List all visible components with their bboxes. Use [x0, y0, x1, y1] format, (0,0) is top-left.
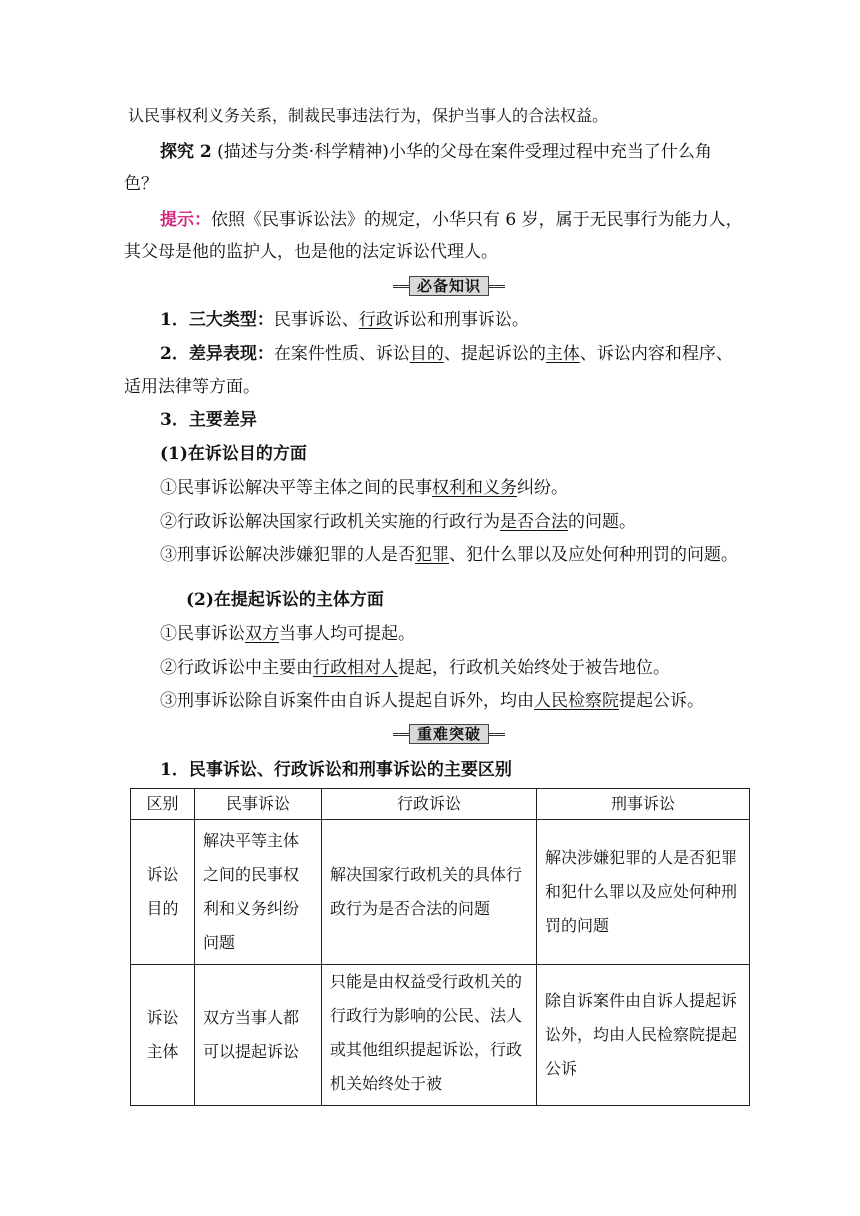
point-1 [160, 308, 529, 332]
criminal-cell: 解决涉嫌犯罪的人是否犯罪和犯什么罪以及应处何种刑罚的问题 [537, 820, 750, 965]
s1-item-1-end: 纠纷。 [517, 478, 568, 498]
s2-item-2-text: ②行政诉讼中主要由 [160, 658, 313, 678]
header-cell: 区别 [131, 789, 195, 820]
s2-item-3-text: ③刑事诉讼除自诉案件由自诉人提起自诉外，均由 [160, 691, 534, 711]
subsection-1-head: (1)在诉讼目的方面 [160, 444, 307, 464]
continued-paragraph: 认民事权利义务关系，制裁民事违法行为，保护当事人的合法权益。 [128, 106, 609, 125]
point-2-head: 2．差异表现： [160, 344, 274, 364]
s2-item-1-end: 当事人均可提起。 [279, 624, 415, 644]
hint-label: 提示： [160, 210, 211, 230]
s2-item-3 [160, 689, 704, 713]
civil-cell: 双方当事人都可以提起诉讼 [195, 965, 322, 1106]
explore-question-line-1 [160, 140, 712, 164]
s1-item-1-text: ①民事诉讼解决平等主体之间的民事 [160, 478, 432, 498]
point-2-underline-2: 主体 [545, 344, 580, 364]
hint-text: 依照《民事诉讼法》的规定，小华只有 6 岁，属于无民事行为能力人， [211, 210, 743, 230]
s2-item-2 [160, 656, 670, 680]
s1-item-3-end: 、犯什么罪以及应处何种刑罚的问题。 [449, 545, 738, 565]
explore-text: (描述与分类·科学精神)小华的父母在案件受理过程中充当了什么角 [217, 142, 712, 162]
s1-item-1 [160, 476, 568, 500]
explore-question-line-2: 色？ [124, 174, 158, 194]
point-3-head: 3．主要差异 [160, 410, 257, 430]
hint-line-2: 其父母是他的监护人，也是他的法定诉讼代理人。 [124, 242, 498, 262]
badge-rail-left [393, 733, 409, 736]
badge-rail-right [489, 733, 505, 736]
point-2-text-2: 、提起诉讼的 [443, 344, 546, 364]
explore-label: 探究 2 [160, 142, 212, 162]
s2-item-1-text: ①民事诉讼 [160, 624, 245, 644]
header-cell: 行政诉讼 [322, 789, 537, 820]
point-1-text: 民事诉讼、 [273, 310, 359, 330]
point-2-text-3: 、诉讼内容和程序、 [579, 344, 733, 364]
badge-title: 必备知识 [409, 276, 489, 296]
table-row [131, 820, 750, 965]
point-2-cont: 适用法律等方面。 [124, 377, 260, 397]
point-1-text-end: 诉讼和刑事诉讼。 [392, 310, 529, 330]
point-2-underline-1: 目的 [409, 344, 444, 364]
row-label: 诉讼主体 [131, 965, 195, 1106]
badge-title: 重难突破 [409, 724, 489, 744]
table-title: 1．民事诉讼、行政诉讼和刑事诉讼的主要区别 [160, 760, 512, 780]
header-cell: 刑事诉讼 [537, 789, 750, 820]
header-cell: 民事诉讼 [195, 789, 322, 820]
row-label: 诉讼目的 [131, 820, 195, 965]
section-badge-difficulty [393, 724, 505, 744]
s2-item-2-underline: 行政相对人 [313, 658, 398, 678]
s1-item-2-end: 的问题。 [568, 512, 636, 532]
hint-line-1 [160, 208, 743, 232]
s1-item-3-underline: 犯罪 [415, 545, 449, 565]
s1-item-3-text: ③刑事诉讼解决涉嫌犯罪的人是否 [160, 545, 415, 565]
subsection-2-head: (2)在提起诉讼的主体方面 [186, 590, 384, 610]
badge-rail-right [489, 285, 505, 288]
civil-cell: 解决平等主体之间的民事权利和义务纠纷问题 [195, 820, 322, 965]
point-1-head: 1．三大类型： [160, 310, 274, 330]
point-1-underline: 行政 [358, 310, 393, 330]
comparison-table [130, 788, 750, 1106]
s2-item-2-end: 提起，行政机关始终处于被告地位。 [398, 658, 670, 678]
point-2-text: 在案件性质、诉讼 [273, 344, 410, 364]
s2-item-3-underline: 人民检察院 [534, 691, 619, 711]
criminal-cell: 除自诉案件由自诉人提起诉讼外，均由人民检察院提起公诉 [537, 965, 750, 1106]
badge-rail-left [393, 285, 409, 288]
s1-item-2-text: ②行政诉讼解决国家行政机关实施的行政行为 [160, 512, 500, 532]
s1-item-1-underline: 权利和义务 [432, 478, 517, 498]
s1-item-3 [160, 543, 738, 567]
admin-cell: 解决国家行政机关的具体行政行为是否合法的问题 [322, 820, 537, 965]
table-row [131, 965, 750, 1106]
section-badge-knowledge [393, 276, 505, 296]
s2-item-1 [160, 622, 415, 646]
admin-cell: 只能是由权益受行政机关的行政行为影响的公民、法人或其他组织提起诉讼，行政机关始终处于被 [322, 965, 537, 1106]
s2-item-3-end: 提起公诉。 [619, 691, 704, 711]
s1-item-2-underline: 是否合法 [500, 512, 568, 532]
s1-item-2 [160, 510, 636, 534]
point-2 [160, 342, 733, 366]
table-header-row [131, 789, 750, 820]
s2-item-1-underline: 双方 [245, 624, 279, 644]
